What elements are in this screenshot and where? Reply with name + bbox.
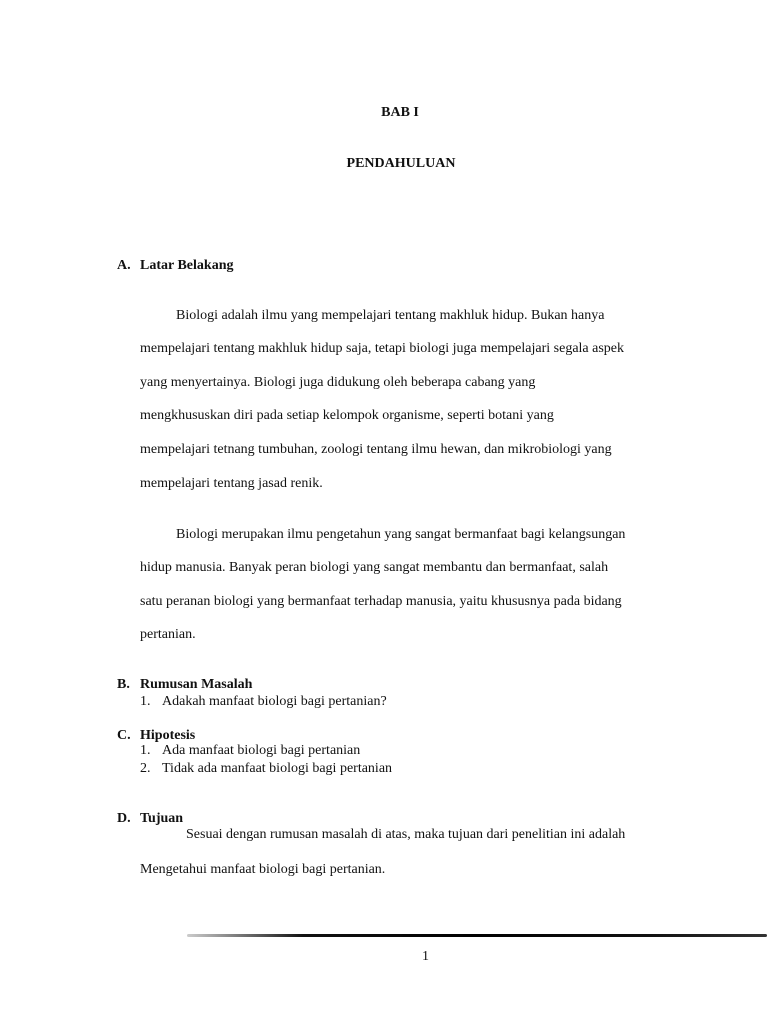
paragraph-line: satu peranan biologi yang bermanfaat terhadap manusia, yaitu khususnya pada bidang xyxy=(140,594,622,609)
chapter-label: BAB I xyxy=(381,105,419,120)
paragraph-line: mempelajari tetnang tumbuhan, zoologi tentang ilmu hewan, dan mikrobiologi yang xyxy=(140,442,612,457)
paragraph-line: hidup manusia. Banyak peran biologi yang sangat membantu dan bermanfaat, salah xyxy=(140,560,609,575)
paragraph-line: Biologi adalah ilmu yang mempelajari tentang makhluk hidup. Bukan hanya xyxy=(176,308,605,323)
footer-rule xyxy=(187,934,767,937)
list-number: 1. xyxy=(140,743,151,758)
paragraph-line: mengkhususkan diri pada setiap kelompok organisme, seperti botani yang xyxy=(140,408,554,423)
chapter-title: PENDAHULUAN xyxy=(346,156,456,171)
paragraph-line: pertanian. xyxy=(140,627,196,642)
section-c-letter: C. xyxy=(117,728,131,743)
list-number: 2. xyxy=(140,761,151,776)
paragraph-line: yang menyertainya. Biologi juga didukung oleh beberapa cabang yang xyxy=(140,375,536,390)
list-item: Ada manfaat biologi bagi pertanian xyxy=(162,743,361,758)
list-number: 1. xyxy=(140,694,151,709)
paragraph-line: Biologi merupakan ilmu pengetahun yang sangat bermanfaat bagi kelangsungan xyxy=(176,527,626,542)
section-a-letter: A. xyxy=(117,258,131,273)
paragraph-line: mempelajari tentang jasad renik. xyxy=(140,476,323,491)
paragraph-line: Mengetahui manfaat biologi bagi pertanian. xyxy=(140,862,386,877)
paragraph-line: mempelajari tentang makhluk hidup saja, tetapi biologi juga mempelajari segala aspek xyxy=(140,341,625,356)
list-item: Tidak ada manfaat biologi bagi pertanian xyxy=(162,761,393,776)
page-number: 1 xyxy=(422,949,429,964)
section-d-letter: D. xyxy=(117,811,131,826)
section-b-letter: B. xyxy=(117,677,130,692)
section-c-heading: Hipotesis xyxy=(140,728,196,743)
section-a-heading: Latar Belakang xyxy=(140,258,234,273)
section-b-heading: Rumusan Masalah xyxy=(140,677,253,692)
list-item: Adakah manfaat biologi bagi pertanian? xyxy=(162,694,387,709)
paragraph-line: Sesuai dengan rumusan masalah di atas, maka tujuan dari penelitian ini adalah xyxy=(186,827,626,842)
section-d-heading: Tujuan xyxy=(140,811,184,826)
